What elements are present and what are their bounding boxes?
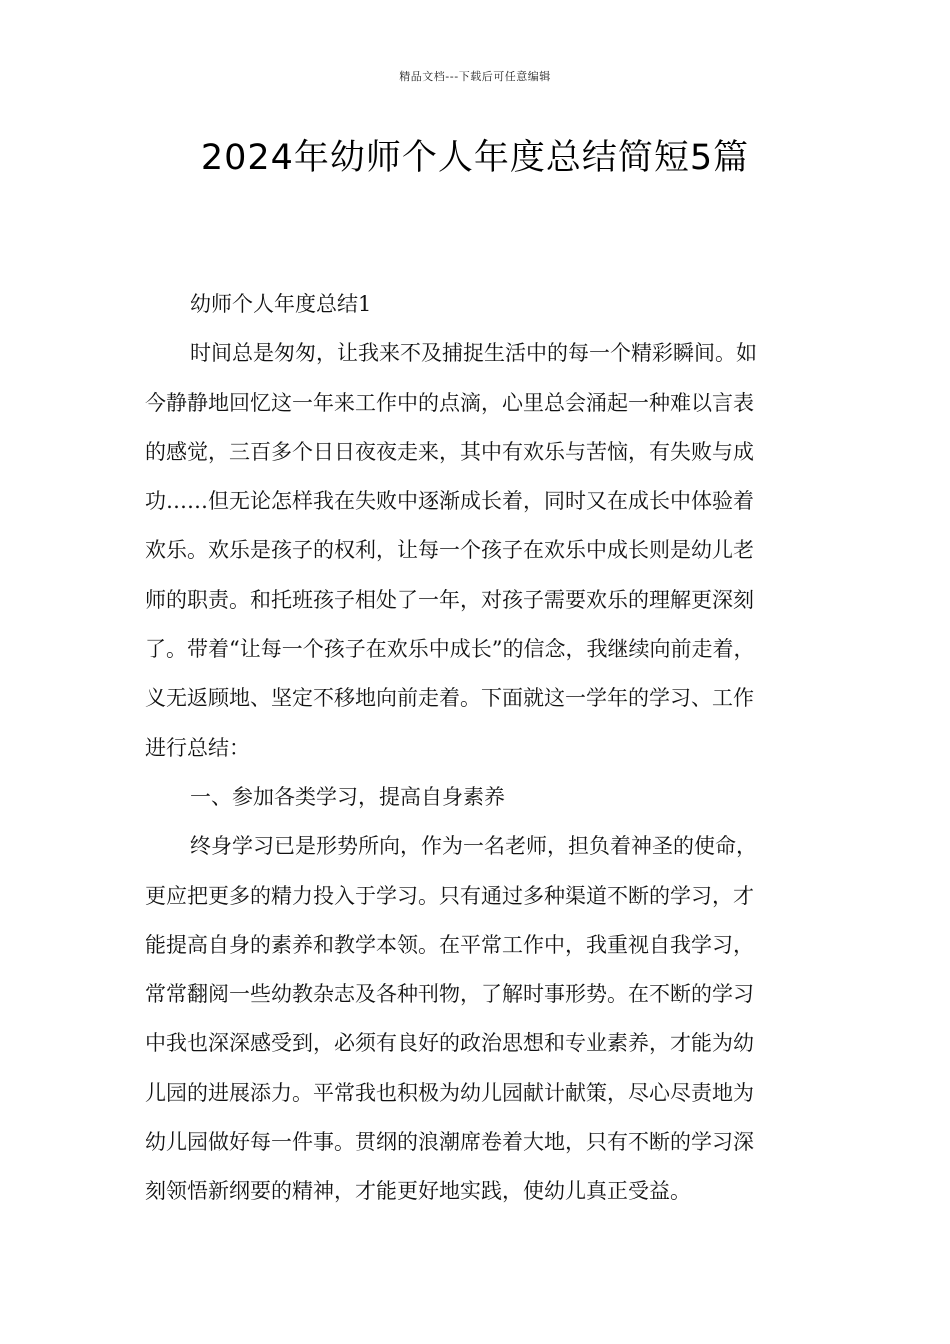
paragraph-line: 欢乐。欢乐是孩子的权利，让每一个孩子在欢乐中成长则是幼儿老	[145, 538, 754, 563]
paragraph-line: 义无返顾地、坚定不移地向前走着。下面就这一学年的学习、工作	[145, 686, 754, 711]
paragraph-line: 中我也深深感受到，必须有良好的政治思想和专业素养，才能为幼	[145, 1031, 754, 1056]
document-body	[145, 284, 825, 1221]
paragraph-line: 刻领悟新纲要的精神，才能更好地实践，使幼儿真正受益。	[145, 1179, 691, 1204]
paragraph-line: 师的职责。和托班孩子相处了一年，对孩子需要欢乐的理解更深刻	[145, 587, 754, 612]
paragraph-line: 功……但无论怎样我在失败中逐渐成长着，同时又在成长中体验着	[145, 489, 754, 514]
paragraph-line: 终身学习已是形势所向，作为一名老师，担负着神圣的使命，	[190, 834, 757, 859]
paragraph-line: 今静静地回忆这一年来工作中的点滴，心里总会涌起一种难以言表	[145, 390, 754, 415]
paragraph-line: 了。带着“让每一个孩子在欢乐中成长”的信念，我继续向前走着，	[145, 637, 755, 662]
paragraph-line: 更应把更多的精力投入于学习。只有通过多种渠道不断的学习，才	[145, 883, 754, 908]
paragraph-line: 能提高自身的素养和教学本领。在平常工作中，我重视自我学习，	[145, 932, 754, 957]
paragraph-line: 的感觉，三百多个日日夜夜走来，其中有欢乐与苦恼，有失败与成	[145, 439, 754, 464]
header-note: 精品文档---下载后可任意编辑	[399, 70, 551, 83]
paragraph-line: 儿园的进展添力。平常我也积极为幼儿园献计献策，尽心尽责地为	[145, 1080, 754, 1105]
paragraph-line: 常常翻阅一些幼教杂志及各种刊物，了解时事形势。在不断的学习	[145, 982, 754, 1007]
paragraph-line: 时间总是匆匆，让我来不及捕捉生活中的每一个精彩瞬间。如	[190, 341, 757, 366]
paragraph-line: 幼儿园做好每一件事。贯纲的浪潮席卷着大地，只有不断的学习深	[145, 1130, 754, 1155]
paragraph-line: 进行总结：	[145, 735, 250, 760]
section-heading: 幼师个人年度总结1	[190, 292, 372, 316]
document-title: 2024年幼师个人年度总结简短5篇	[200, 138, 750, 178]
section-heading: 一、参加各类学习，提高自身素养	[190, 784, 505, 809]
